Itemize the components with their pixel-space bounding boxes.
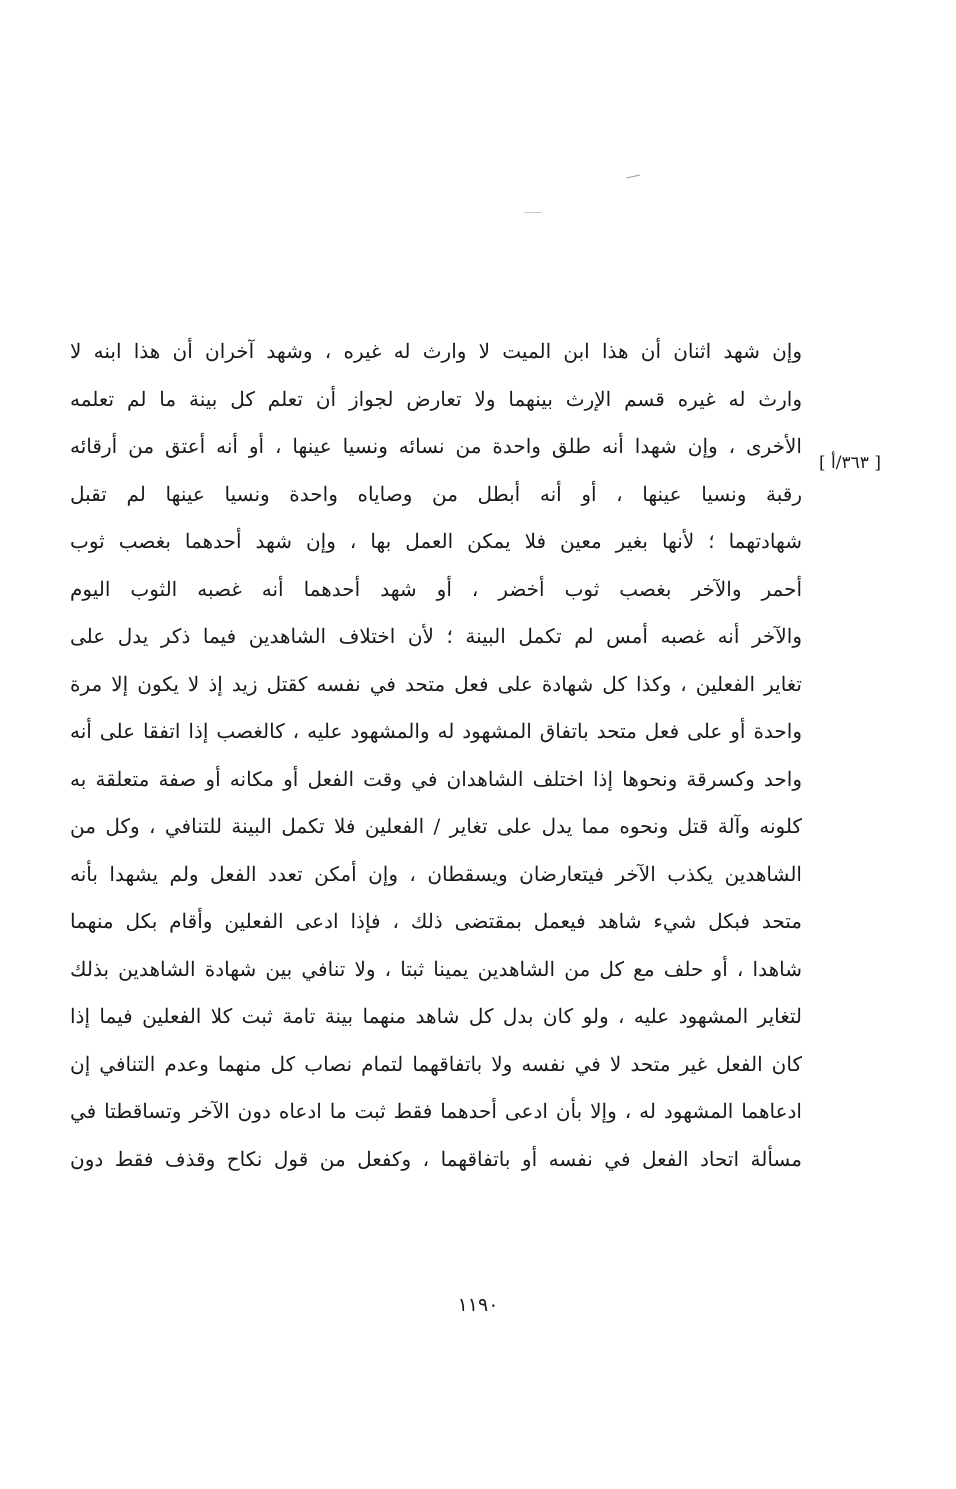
text-line: لتغاير المشهود عليه ، ولو كان بدل كل شاهد منهما بينة تامة ثبت كلا الفعلين فيما إذا (70, 1004, 802, 1028)
text-line: الشاهدين يكذب الآخر فيتعارضان ويسقطان ، وإن أمكن تعدد الفعل ولم يشهدا بأنه (70, 861, 802, 886)
text-line: واحد وكسرقة ونحوها إذا اختلف الشاهدان في وقت الفعل أو مكانه أو صفة متعلقة به (70, 766, 802, 791)
body-text (70, 328, 802, 1183)
text-line: مسألة اتحاد الفعل في نفسه أو باتفاقهما ، وكفعل من قول نكاح وقذف فقط دون (70, 1146, 802, 1171)
scan-speck (626, 175, 640, 179)
text-line: شاهدا ، أو حلف مع كل من الشاهدين يمينا ثبتا ، ولا تنافي بين شهادة الشاهدين بذلك (70, 956, 802, 981)
scan-speck (524, 212, 542, 213)
text-line: أحمر والآخر بغصب ثوب أخضر ، أو شهد أحدهما أنه غصبه الثوب اليوم (70, 576, 802, 601)
margin-folio-reference: [ ٣٦٣/أ ] (819, 453, 881, 473)
text-line: واحدة أو على فعل متحد باتفاق المشهود له والمشهود عليه ، كالغصب إذا اتفقا على أنه (70, 719, 802, 743)
text-line: والآخر أنه غصبه أمس لم تكمل البينة ؛ لأن اختلاف الشاهدين فيما ذكر يدل على (70, 624, 802, 648)
page-number: ١١٩٠ (457, 1294, 499, 1316)
text-line: متحد فبكل شيء شاهد فيعمل بمقتضى ذلك ، فإذا ادعى الفعلين وأقام بكل منهما (70, 909, 802, 933)
text-line: تغاير الفعلين ، وكذا كل شهادة على فعل متحد في نفسه كقتل زيد إذ لا يكون إلا مرة (70, 671, 802, 696)
text-line: كان الفعل غير متحد لا في نفسه ولا باتفاقهما لتمام نصاب كل منهما وعدم التنافي إن (70, 1051, 802, 1076)
text-line: رقبة ونسيا عينها ، أو أنه أبطل من وصاياه واحدة ونسيا عينها لم تقبل (70, 481, 802, 506)
text-line: وارث له غيره قسم الإرث بينهما ولا تعارض لجواز أن تعلم كل بينة ما لم تعلمه (70, 386, 802, 411)
text-line: شهادتهما ؛ لأنها بغير معين فلا يمكن العمل بها ، وإن شهد أحدهما بغصب ثوب (70, 529, 802, 553)
text-line: ادعاهما المشهود له ، وإلا بأن ادعى أحدهما فقط ثبت ما ادعاه دون الآخر وتساقطتا في (70, 1099, 802, 1123)
text-line: الأخرى ، وإن شهدا أنه طلق واحدة من نسائه ونسيا عينها ، أو أنه أعتق من أرقائه (70, 434, 802, 458)
text-line: كلونه وآلة قتل ونحوه مما يدل على تغاير / الفعلين فلا تكمل البينة للتنافي ، وكل من (70, 814, 802, 838)
text-line: وإن شهد اثنان أن هذا ابن الميت لا وارث له غيره ، وشهد آخران أن هذا ابنه لا (70, 339, 802, 363)
